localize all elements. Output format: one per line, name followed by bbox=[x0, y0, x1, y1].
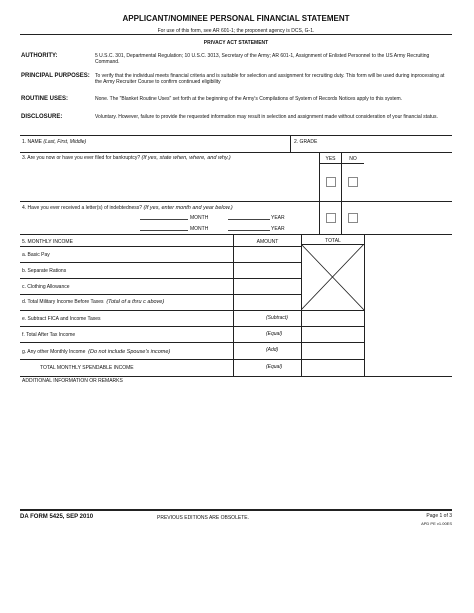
routine-label: ROUTINE USES: bbox=[21, 96, 69, 102]
total-header: TOTAL bbox=[325, 238, 341, 244]
row-subtract-taxes-label: e. Subtract FICA and Income Taxes bbox=[22, 316, 101, 322]
obsolete-notice: PREVIOUS EDITIONS ARE OBSOLETE. bbox=[157, 515, 249, 521]
q4-label: 4. Have you ever received a letter(s) of indebtedness? (If yes, enter month and year below.) bbox=[22, 205, 233, 211]
disclosure-text: Voluntary. However, failure to provide the requested information may result in selection and assignment made without consideration of your financial status. bbox=[95, 114, 438, 120]
form-id: DA FORM 5425, SEP 2010 bbox=[20, 514, 94, 520]
month-input-2[interactable] bbox=[140, 230, 188, 231]
subtract-taxes-total-input[interactable] bbox=[302, 311, 363, 325]
disclosure-label: DISCLOSURE: bbox=[21, 114, 63, 120]
rule-top bbox=[20, 34, 452, 35]
month-input-1[interactable] bbox=[140, 219, 188, 220]
rule-total bbox=[20, 376, 452, 377]
grade-divider bbox=[290, 135, 291, 152]
income-header-label: 5. MONTHLY INCOME bbox=[22, 239, 73, 245]
purposes-text: To verify that the individual meets financial criteria and is suitable for selection and assignment for recruiting duty. This form will be used during inprocessing at the Army Recruiter Course to confirm continued eligibility bbox=[95, 73, 445, 85]
rule-form-top bbox=[20, 135, 452, 136]
other-income-total-input[interactable] bbox=[302, 343, 363, 358]
month-label-2: MONTH bbox=[190, 226, 209, 232]
q4-yes-divider bbox=[319, 201, 320, 234]
after-tax-total-input[interactable] bbox=[302, 327, 363, 341]
yes-no-header-rule bbox=[319, 163, 364, 164]
q3-label: 3. Are you now or have you ever filed for bankruptcy? (If yes, state when, where, and why.) bbox=[22, 155, 231, 161]
total-military-amount-input[interactable] bbox=[234, 295, 300, 309]
rule-row1 bbox=[20, 152, 452, 153]
row-g-note: (Add) bbox=[266, 347, 279, 353]
row-total-note: (Equal) bbox=[266, 364, 283, 370]
authority-label: AUTHORITY: bbox=[21, 53, 58, 59]
rule-footer bbox=[20, 509, 452, 511]
form-title: APPLICANT/NOMINEE PERSONAL FINANCIAL STATEMENT bbox=[122, 14, 350, 23]
year-label-2: YEAR bbox=[271, 226, 285, 232]
q3-yes-label: YES bbox=[325, 156, 336, 162]
purposes-label: PRINCIPAL PURPOSES: bbox=[21, 73, 90, 79]
clothing-allowance-amount-input[interactable] bbox=[234, 279, 300, 293]
row-basic-pay-label: a. Basic Pay bbox=[22, 252, 50, 258]
name-label: 1. NAME (Last, First, Middle) bbox=[22, 139, 87, 145]
total-cross-out bbox=[301, 244, 364, 310]
row-f-note: (Equal) bbox=[266, 331, 283, 337]
total-spendable-input[interactable] bbox=[302, 360, 363, 375]
basic-pay-amount-input[interactable] bbox=[234, 247, 300, 261]
rule-q4 bbox=[20, 234, 452, 235]
page-number: Page 1 of 3 bbox=[426, 513, 452, 519]
form-subtitle: For use of this form, see AR 601-1; the proponent agency is DCS, G-1. bbox=[157, 28, 315, 34]
total-col-right bbox=[364, 234, 365, 376]
name-input[interactable] bbox=[22, 145, 288, 152]
amount-header: AMOUNT bbox=[256, 239, 279, 245]
row-e-note: (Subtract) bbox=[266, 315, 288, 321]
rule-q3 bbox=[20, 201, 452, 202]
separate-rations-amount-input[interactable] bbox=[234, 263, 300, 277]
grade-label: 2. GRADE bbox=[294, 139, 318, 145]
q4-yes-checkbox[interactable] bbox=[326, 213, 336, 223]
routine-text: None. The "Blanket Routine Uses" set forth at the beginning of the Army's Compilations of System of Records Notices apply to this system. bbox=[95, 96, 403, 102]
row-after-tax-label: f. Total After Tax Income bbox=[22, 332, 76, 338]
grade-input[interactable] bbox=[294, 145, 450, 152]
year-input-1[interactable] bbox=[228, 219, 270, 220]
year-label-1: YEAR bbox=[271, 215, 285, 221]
q4-no-divider bbox=[341, 201, 342, 234]
additional-info-label: ADDITIONAL INFORMATION OR REMARKS bbox=[22, 378, 123, 384]
row-clothing-allowance-label: c. Clothing Allowance bbox=[22, 284, 70, 290]
additional-info-textarea[interactable] bbox=[20, 385, 452, 508]
row-other-income-label: g. Any other Monthly Income (Do not include Spouse's income) bbox=[22, 349, 171, 355]
row-total-military-label: d. Total Military Income Before Taxes (Total of a thru c above) bbox=[22, 299, 165, 305]
month-label-1: MONTH bbox=[190, 215, 209, 221]
year-input-2[interactable] bbox=[228, 230, 270, 231]
q3-no-label: NO bbox=[349, 156, 357, 162]
row-separate-rations-label: b. Separate Rations bbox=[22, 268, 67, 274]
row-total-spendable-label: TOTAL MONTHLY SPENDABLE INCOME bbox=[40, 365, 134, 371]
authority-text: 5 U.S.C. 301, Departmental Regulation; 10 U.S.C. 3013, Secretary of the Army; AR 601-1, Assignment of Enlisted Personnel to the US Army Recruiting Command. bbox=[95, 53, 430, 65]
q3-no-checkbox[interactable] bbox=[348, 177, 358, 187]
version-id: APD PE v1.00ES bbox=[421, 521, 452, 526]
privacy-heading: PRIVACY ACT STATEMENT bbox=[203, 40, 269, 46]
q3-yes-checkbox[interactable] bbox=[326, 177, 336, 187]
q4-no-checkbox[interactable] bbox=[348, 213, 358, 223]
